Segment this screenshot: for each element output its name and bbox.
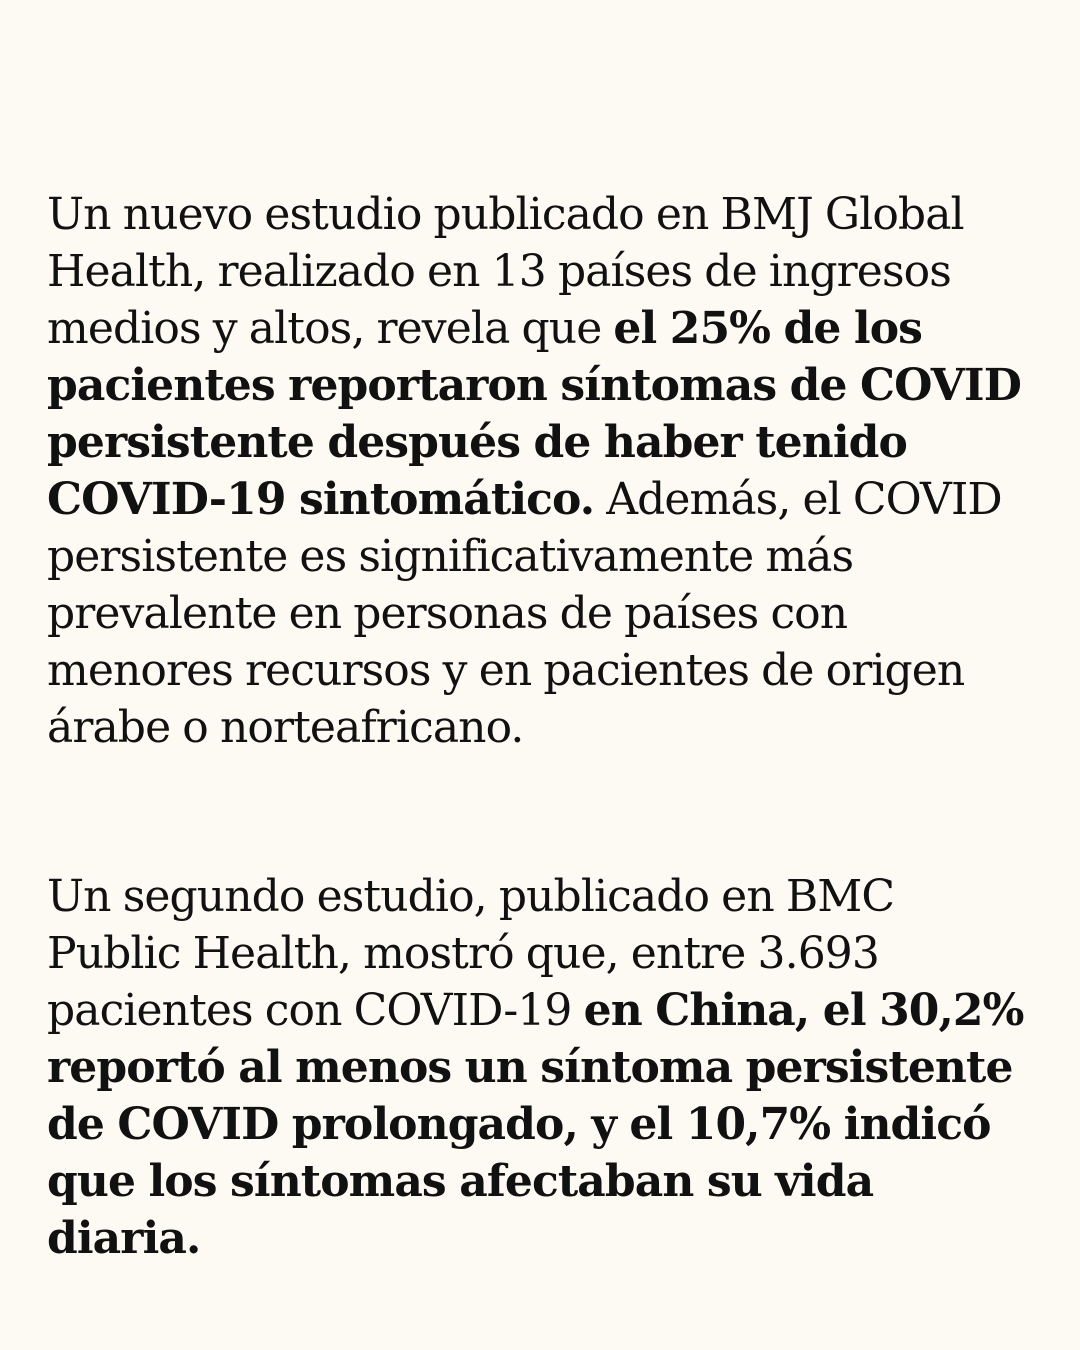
paragraph-2-text: Un segundo estudio, publicado en BMC Public Health, mostró que, entre 3.693 pacientes con COVID-19 [47, 871, 895, 1036]
paragraph-1-text-continued: Además, el COVID persistente es significativamente más prevalente en personas de países con menores recursos y en pacientes de origen árabe o norteafricano. [47, 474, 1002, 753]
paragraph-long-covid-bmj [47, 186, 1037, 756]
paragraph-1-highlight: el 25% de los pacientes reportaron síntomas de COVID persistente después de haber tenido COVID-19 sintomático. [47, 303, 1021, 525]
paragraph-1-text: Un nuevo estudio publicado en BMJ Global Health, realizado en 13 países de ingresos medios y altos, revela que [47, 189, 964, 354]
paragraph-2-highlight: en China, el 30,2% reportó al menos un síntoma persistente de COVID prolongado, y el 10,7% indicó que los síntomas afectaban su vida diaria. [47, 985, 1024, 1264]
paragraph-long-covid-bmc [47, 868, 1037, 1267]
